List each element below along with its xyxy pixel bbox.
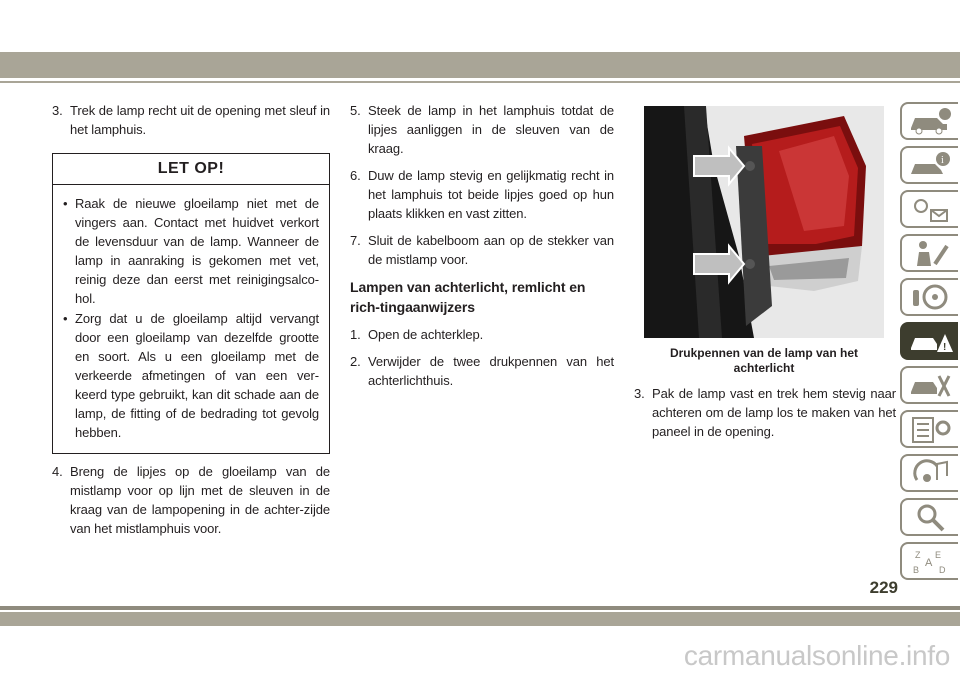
step-5 xyxy=(350,101,614,158)
taillight-photo xyxy=(644,106,884,338)
step-text: Duw de lamp stevig en gelijkmatig recht in het lamphuis tot beide lipjes goed op hun plaats klikken en vast zitten. xyxy=(368,168,614,221)
step-number: 3. xyxy=(52,103,63,118)
tab-safety[interactable] xyxy=(900,234,958,272)
step-7 xyxy=(350,231,614,269)
caution-bullet xyxy=(63,194,319,308)
bullet-dot: • xyxy=(63,311,68,326)
step-number: 3. xyxy=(634,386,645,401)
step-1 xyxy=(350,325,614,344)
alphabet-index-icon xyxy=(907,546,953,576)
car-warning-icon xyxy=(907,326,953,356)
step-text: Steek de lamp in het lamphuis totdat de lipjes aanliggen in de sleuven van de kraag. xyxy=(368,103,614,156)
svg-text:A: A xyxy=(925,557,933,569)
step-number: 1. xyxy=(350,327,361,342)
step-text: Pak de lamp vast en trek hem stevig naar achteren om de lamp los te maken van het paneel in de opening. xyxy=(652,386,896,439)
header-band xyxy=(0,52,960,78)
step-text: Sluit de kabelboom aan op de stekker van de mistlamp voor. xyxy=(368,233,614,267)
taillight-illustration xyxy=(644,106,884,338)
svg-text:i: i xyxy=(941,155,944,166)
car-tools-icon xyxy=(907,370,953,400)
caution-bullet xyxy=(63,309,319,442)
tab-dashboard[interactable] xyxy=(900,146,958,184)
step-text: Breng de lipjes op de gloeilamp van de mistlamp voor op lijn met de sleuven in de kraag van de lampopening in de achter-zijde van het mistlamphuis voor. xyxy=(70,464,330,536)
right-column xyxy=(634,384,896,449)
bullet-dot: • xyxy=(63,196,68,211)
search-index-icon xyxy=(907,502,953,532)
step-2 xyxy=(350,352,614,390)
figure-caption: Drukpennen van de lamp van het achterlicht xyxy=(669,346,859,375)
tab-car-info[interactable] xyxy=(900,102,958,140)
middle-column xyxy=(350,101,614,398)
step-3-right xyxy=(634,384,896,441)
caution-title: LET OP! xyxy=(53,154,329,185)
tab-service[interactable] xyxy=(900,366,958,404)
step-text: Open de achterklep. xyxy=(368,327,484,342)
section-heading: Lampen van achterlicht, remlicht en rich-tingaanwijzers xyxy=(350,279,586,315)
tab-driving[interactable] xyxy=(900,278,958,316)
caution-bullet-text: Zorg dat u de gloeilamp altijd vervangt door een gloeilamp van dezelfde grootte en soort. Als u een gloeilamp met de verkeerde afmetingen of van een ver-keerd type gebruikt, kan dit schade aan de lamp, de fitting of de bedrading tot gevolg hebben. xyxy=(75,311,319,440)
watermark: carmanualsonline.info xyxy=(683,640,950,671)
multimedia-icon xyxy=(907,458,953,488)
step-number: 7. xyxy=(350,233,361,248)
svg-text:Z: Z xyxy=(915,550,921,560)
step-number: 6. xyxy=(350,168,361,183)
car-info-dashboard-icon xyxy=(907,150,953,180)
step-text: Verwijder de twee drukpennen van het achterlichthuis. xyxy=(368,354,614,388)
tab-specifications[interactable] xyxy=(900,410,958,448)
step-number: 4. xyxy=(52,464,63,479)
svg-text:D: D xyxy=(939,565,946,575)
tab-emergency[interactable] xyxy=(900,322,958,360)
svg-text:B: B xyxy=(913,565,920,575)
warning-lights-icon xyxy=(907,194,953,224)
step-3-left xyxy=(52,101,330,139)
steering-wheel-icon xyxy=(907,282,953,312)
spec-list-icon xyxy=(907,414,953,444)
car-info-icon xyxy=(907,106,953,136)
tab-multimedia[interactable] xyxy=(900,454,958,492)
step-number: 2. xyxy=(350,354,361,369)
step-4-left xyxy=(52,462,330,538)
caution-bullet-text: Raak de nieuwe gloeilamp niet met de vingers aan. Contact met huidvet verkort de levensduur van de lamp. Wanneer de lamp in aanraking is gekomen met vet, reinig deze dan eerst met reinigingsalco-hol. xyxy=(75,196,319,306)
chapter-tabs xyxy=(897,102,960,586)
step-6 xyxy=(350,166,614,223)
tab-index[interactable] xyxy=(900,542,958,580)
airbag-person-icon xyxy=(907,238,953,268)
svg-text:E: E xyxy=(935,550,942,560)
header-rule xyxy=(0,81,960,83)
caution-body xyxy=(53,185,329,453)
tab-search[interactable] xyxy=(900,498,958,536)
left-column xyxy=(52,101,330,546)
tab-warning-lights[interactable] xyxy=(900,190,958,228)
page-number: 229 xyxy=(869,578,898,597)
footer-rule xyxy=(0,606,960,610)
step-number: 5. xyxy=(350,103,361,118)
svg-text:!: ! xyxy=(943,342,947,353)
caution-box xyxy=(52,153,330,454)
footer-band xyxy=(0,612,960,626)
step-text: Trek de lamp recht uit de opening met sleuf in het lamphuis. xyxy=(70,103,330,137)
